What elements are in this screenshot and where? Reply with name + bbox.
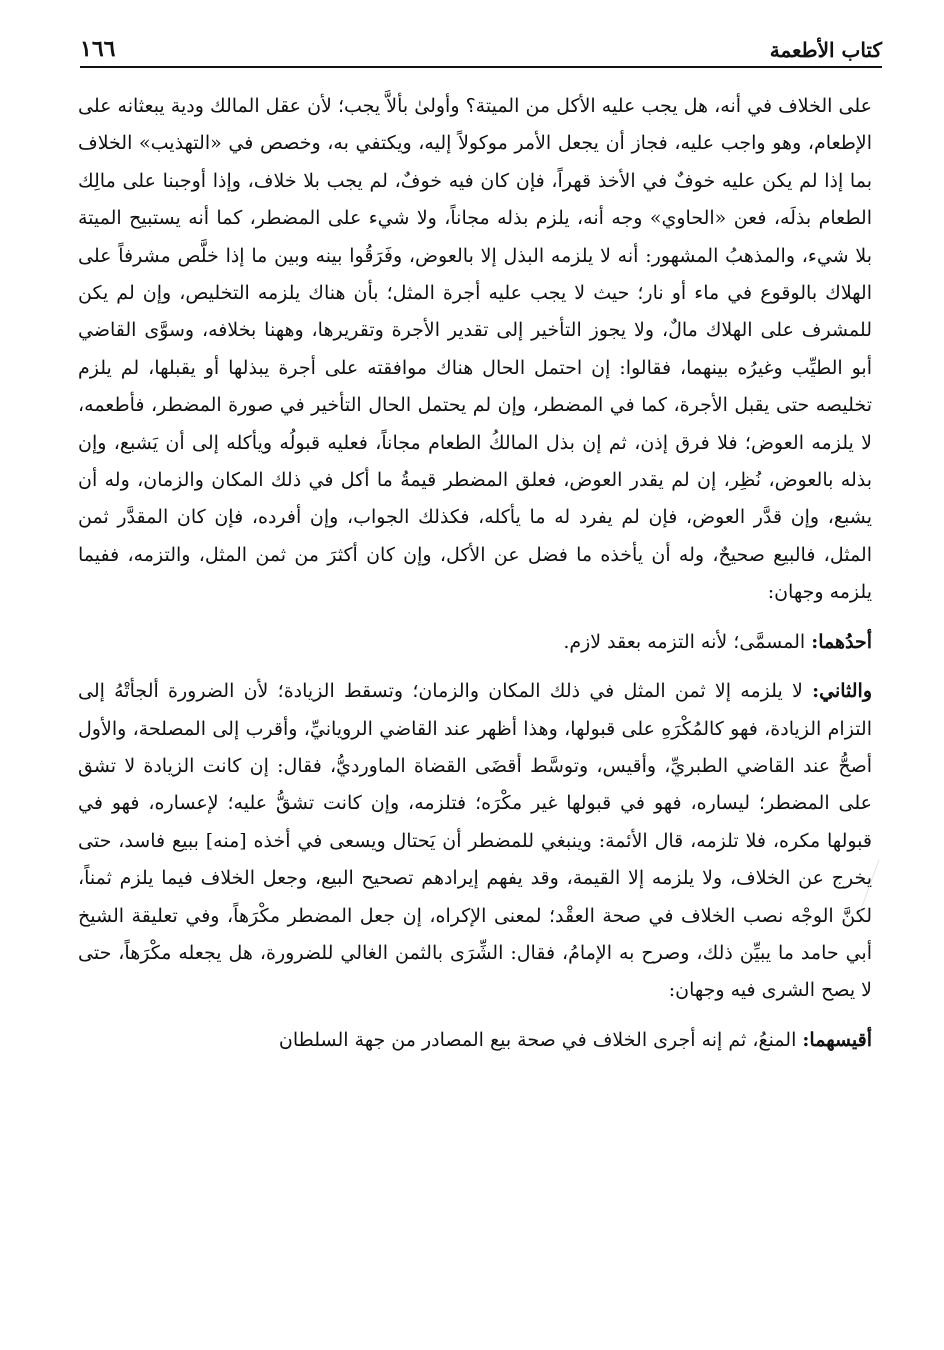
paragraph-main	[78, 88, 872, 612]
paragraph-first-view	[78, 624, 872, 661]
paragraph-text: على الخلاف في أنه، هل يجب عليه الأكل من الميتة؟ وأولىٰ بألاَّ يجب؛ لأن عقل المالك ودية يبعثانه على الإطعام، وهو واجب عليه، فجاز أن يجعل الأمر موكولاً إليه، ويكتفي به، وخصص في «التهذيب» الخلاف بما إذا لم يكن عليه خوفٌ في الأخذ قهراً، فإن كان فيه خوفٌ، لم يجب بلا خلاف، وإذا أوجبنا على مالِك الطعام بذلَه، فعن «الحاوي» وجه أنه، يلزم بذله مجاناً، ولا شيء على المضطر، كما أنه يستبيح الميتة بلا شيء، والمذهبُ المشهور: أنه لا يلزمه البذل إلا بالعوض، وفَرَقُوا بينه وبين ما إذا خلَّص مشرفاً على الهلاك بالوقوع في ماء أو نار؛ حيث لا يجب عليه أجرة المثل؛ بأن هناك يلزمه التخليص، وإن لم يكن للمشرف على الهلاك مالٌ، ولا يجوز التأخير إلى تقدير الأجرة وتقريرها، وههنا بخلافه، وسوَّى القاضي أبو الطيِّب وغيرُه بينهما، فقالوا: إن احتمل الحال هناك موافقته على أجرة يبذلها أو يقبلها، لم يلزم تخليصه حتى يقبل الأجرة، كما في المضطر، وإن لم يحتمل الحال التأخير في صورة المضطر، فأطعمه، لا يلزمه العوض؛ فلا فرق إذن، ثم إن بذل المالكُ الطعام مجاناً، فعليه قبولُه ويأكله إلى أن يَشبع، وإن بذله بالعوض، نُظِر، إن لم يقدر العوض، فعلق المضطر قيمةُ ما أكل في ذلك المكان والزمان، وله أن يشبع، وإن قدَّر العوض، فإن لم يفرد له ما يأكله، فكذلك الجواب، وإن أفرده، فإن كان المقدَّر ثمن المثل، فالبيع صحيحٌ، وله أن يأخذه ما فضل عن الأكل، وإن كان أكثرَ من ثمن المثل، والتزمه، ففيما يلزمه وجهان:	[78, 95, 872, 604]
running-header	[80, 26, 882, 68]
header-title: كتاب الأطعمة	[769, 38, 882, 62]
paragraph-lead: والثاني:	[812, 680, 872, 703]
paragraph-lead: أقيسهما:	[802, 1028, 872, 1051]
paragraph-lead: أحدُهما:	[811, 630, 872, 653]
page-number: ١٦٦	[80, 36, 116, 62]
body-text	[78, 88, 872, 1059]
paragraph-second-view	[78, 673, 872, 1010]
paragraph-text: المنعُ، ثم إنه أجرى الخلاف في صحة بيع المصادر من جهة السلطان	[278, 1028, 803, 1051]
paragraph-text: المسمَّى؛ لأنه التزمه بعقد لازم.	[563, 630, 812, 653]
paragraph-most-analogous	[78, 1022, 872, 1059]
paragraph-text: لا يلزمه إلا ثمن المثل في ذلك المكان والزمان؛ وتسقط الزيادة؛ لأن الضرورة ألجأتْهُ إلى التزام الزيادة، فهو كالمُكْرَهِ على قبولها، وهذا أظهر عند القاضي الرويانيِّ، وأقرب إلى المصلحة، والأول أصحُّ عند القاضي الطبريِّ، وأقيس، وتوسَّط أقضَى القضاة الماورديُّ، فقال: إن كانت الزيادة لا تشق على المضطر؛ ليساره، فهو في قبولها غير مكْرَه؛ فتلزمه، وإن كانت تشقُّ عليه؛ لإعساره، فهو في قبولها مكره، فلا تلزمه، قال الأئمة: وينبغي للمضطر أن يَحتال ويسعى في أخذه [منه] ببيع فاسد، حتى يخرج عن الخلاف، ولا يلزمه إلا القيمة، وقد يفهم إيرادهم تصحيح البيع، وجعل الخلاف فيما يلزم ثمناً، لكنَّ الوجْه نصب الخلاف في صحة العقْد؛ لمعنى الإكراه، إن جعل المضطر مكْرَهاً، وفي تعليقة الشيخ أبي حامد ما يبيِّن ذلك، وصرح به الإمامُ، فقال: الشِّرَى بالثمن الغالي للضرورة، هل يجعله مكْرَهاً، حتى لا يصح الشرى فيه وجهان:	[78, 680, 872, 1002]
